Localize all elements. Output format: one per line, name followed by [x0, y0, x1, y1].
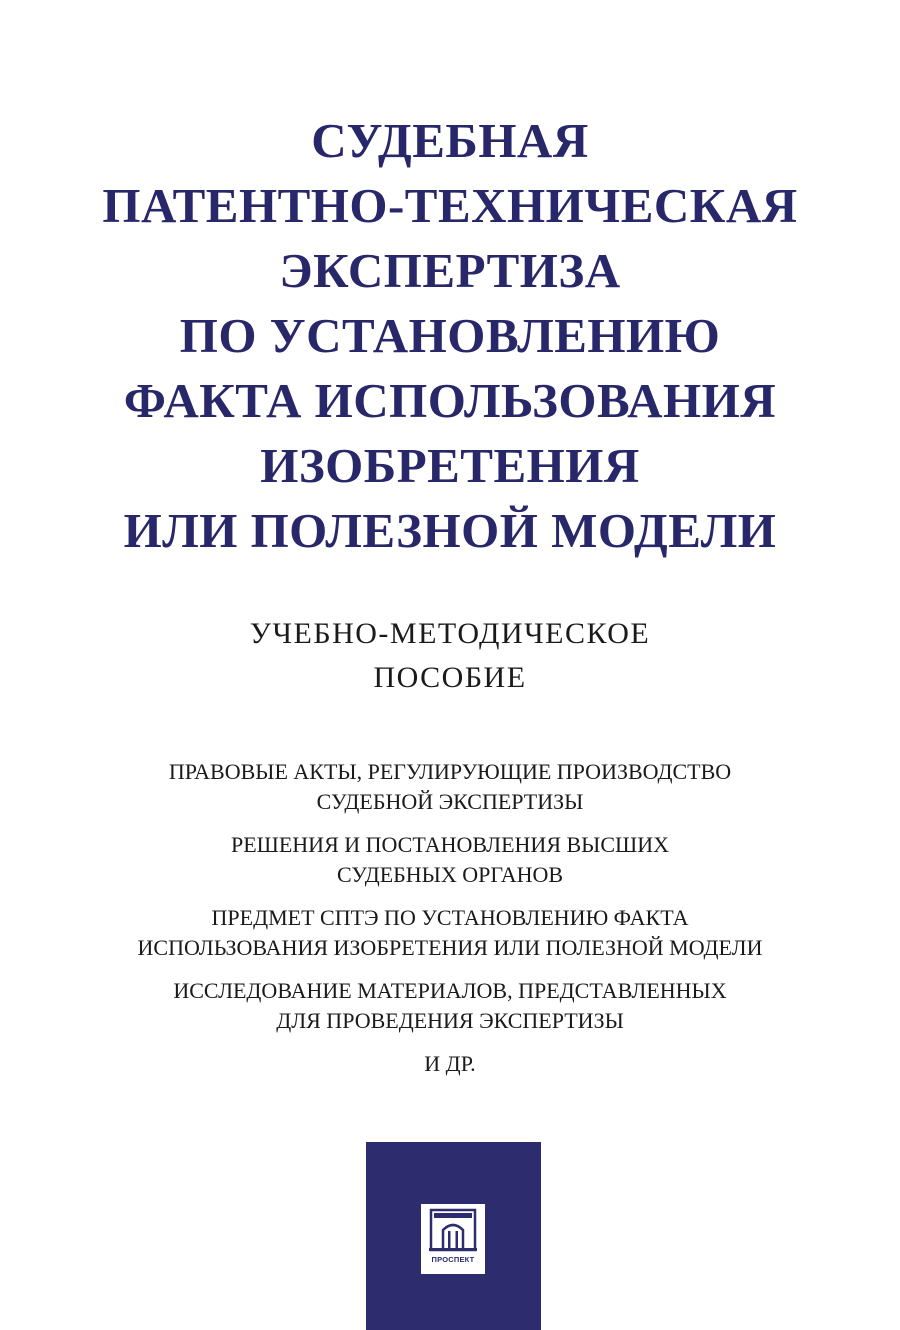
- topic-line: ИСПОЛЬЗОВАНИЯ ИЗОБРЕТЕНИЯ ИЛИ ПОЛЕЗНОЙ МОДЕЛИ: [137, 935, 763, 960]
- topic-line: ПРАВОВЫЕ АКТЫ, РЕГУЛИРУЮЩИЕ ПРОИЗВОДСТВО: [168, 759, 732, 784]
- topic-line: ДЛЯ ПРОВЕДЕНИЯ ЭКСПЕРТИЗЫ: [276, 1008, 624, 1033]
- book-title: [0, 108, 900, 563]
- title-line: ИЛИ ПОЛЕЗНОЙ МОДЕЛИ: [123, 503, 777, 558]
- title-line: ИЗОБРЕТЕНИЯ: [260, 438, 640, 493]
- building-columns-icon: [421, 1204, 485, 1254]
- book-subtitle: [0, 612, 900, 700]
- topic-item: [0, 976, 900, 1036]
- subtitle-line: УЧЕБНО-МЕТОДИЧЕСКОЕ: [249, 617, 651, 650]
- title-line: ПО УСТАНОВЛЕНИЮ: [179, 308, 721, 363]
- topic-item: [0, 757, 900, 817]
- publisher-logo: [421, 1204, 485, 1274]
- publisher-block: [366, 1142, 541, 1330]
- title-line: СУДЕБНАЯ: [311, 113, 589, 168]
- topic-line: РЕШЕНИЯ И ПОСТАНОВЛЕНИЯ ВЫСШИХ: [230, 832, 669, 857]
- subtitle-line: ПОСОБИЕ: [373, 661, 527, 694]
- topics-list: [0, 757, 900, 1092]
- topic-line: ИССЛЕДОВАНИЕ МАТЕРИАЛОВ, ПРЕДСТАВЛЕННЫХ: [173, 978, 727, 1003]
- publisher-name: ПРОСПЕКТ: [431, 1255, 475, 1264]
- topic-item: [0, 903, 900, 963]
- topic-line: ПРЕДМЕТ СПТЭ ПО УСТАНОВЛЕНИЮ ФАКТА: [211, 905, 689, 930]
- topic-line: СУДЕБНОЙ ЭКСПЕРТИЗЫ: [316, 789, 584, 814]
- topic-line: СУДЕБНЫХ ОРГАНОВ: [336, 862, 564, 887]
- topics-etc: И ДР.: [424, 1051, 476, 1076]
- topic-item: [0, 830, 900, 890]
- title-line: ПАТЕНТНО-ТЕХНИЧЕСКАЯ: [102, 178, 798, 233]
- title-line: ФАКТА ИСПОЛЬЗОВАНИЯ: [123, 373, 777, 428]
- title-line: ЭКСПЕРТИЗА: [279, 243, 621, 298]
